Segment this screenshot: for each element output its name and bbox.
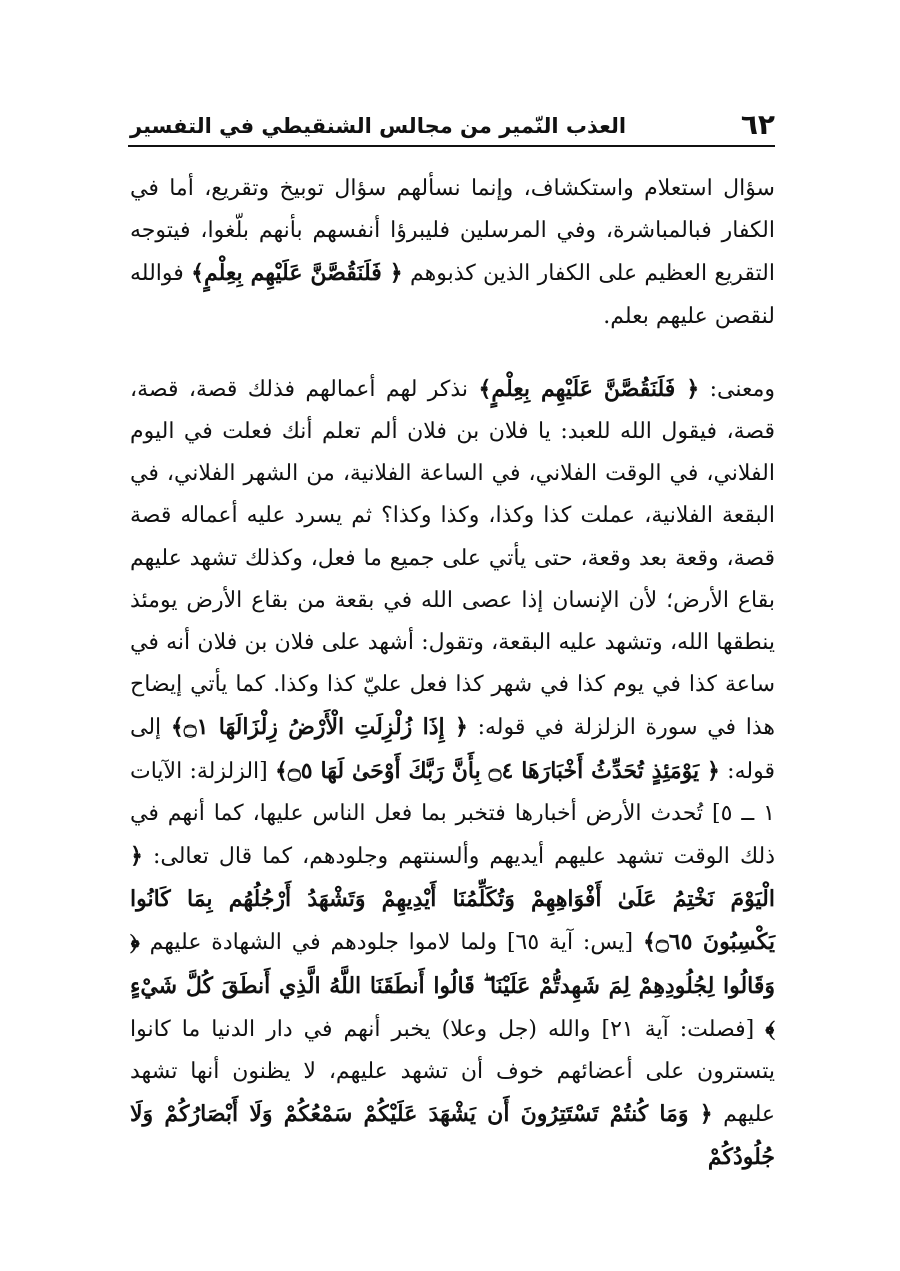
quran-verse: ﴿ وَقَالُوا لِجُلُودِهِمْ لِمَ شَهِدتُّمْ عَلَيْنَا ۖ قَالُوا أَنطَقَنَا اللَّهُ الَّذِي أَنطَقَ كُلَّ شَيْءٍ ﴾ [130, 929, 775, 1042]
quran-verse: ﴿ فَلَنَقُصَّنَّ عَلَيْهِم بِعِلْمٍ﴾ [191, 260, 403, 287]
quran-verse: ﴿ فَلَنَقُصَّنَّ عَلَيْهِم بِعِلْمٍ﴾ [478, 375, 700, 402]
text-run: سؤال استعلام واستكشاف، وإنما نسألهم سؤال توبيخ وتقريع، أما في الكفار فبالمباشرة، وفي المرسلين فليبرؤا أنفسهم بأنهم بلّغوا، فيتوجه التقريع العظيم على الكفار الذين كذبوهم [130, 176, 775, 287]
paragraph-1 [130, 168, 775, 338]
text-run: ومعنى: [699, 376, 775, 402]
text-run: نذكر لهم أعمالهم فذلك قصة، قصة، قصة، فيقول الله للعبد: يا فلان بن فلان ألم تعلم أنك فعلت في اليوم الفلاني، في الوقت الفلاني، في الساعة الفلانية، من الشهر الفلاني، في البقعة الفلانية، عملت كذا وكذا، وكذا وكذا؟ ثم يسرد عليه أعماله قصة قصة، وقعة بعد وقعة، حتى يأتي على جميع ما فعل، وكذلك تشهد عليهم بقاع الأرض؛ لأن الإنسان إذا عصى الله في بقعة من بقاع الأرض يومئذ ينطقها الله، وتشهد عليه البقعة، وتقول: أشهد على فلان بن فلان أنه في ساعة كذا في يوم كذا في شهر كذا فعل عليّ كذا وكذا. كما يأتي إيضاح هذا في سورة الزلزلة في قوله: [130, 376, 775, 741]
body-text [130, 168, 775, 1180]
quran-verse: ﴿ يَوْمَئِذٍ تُحَدِّثُ أَخْبَارَهَا ۝٤ بِأَنَّ رَبَّكَ أَوْحَىٰ لَهَا ۝٥﴾ [274, 757, 720, 784]
quran-verse: ﴿ إِذَا زُلْزِلَتِ الْأَرْضُ زِلْزَالَهَا ۝١﴾ [170, 714, 468, 741]
running-header [130, 100, 775, 140]
paragraph-2 [130, 368, 775, 1180]
text-run: فوالله لنقصن عليهم بعلم. [130, 261, 775, 329]
text-run: [فصلت: آية ٢١] والله (جل وعلا) يخبر أنهم في دار الدنيا ما كانوا يتسترون على أعضائهم خوف أن تشهد عليهم، لا يظنون أنها تشهد عليهم [130, 1016, 775, 1128]
page-number: ٦٢ [740, 108, 775, 141]
text-run: [يس: آية ٦٥] ولما لاموا جلودهم في الشهادة عليهم [139, 930, 643, 956]
quran-verse: ﴿ الْيَوْمَ نَخْتِمُ عَلَىٰ أَفْوَاهِهِمْ وَتُكَلِّمُنَا أَيْدِيهِمْ وَتَشْهَدُ أَرْجُلُهُم بِمَا كَانُوا يَكْسِبُونَ ۝٦٥﴾ [130, 843, 775, 956]
header-divider [128, 145, 775, 147]
text-run: [الزلزلة: الآيات ١ ــ ٥] تُحدث الأرض أخبارها فتخبر بما فعل الناس عليها، كما أنهم في ذلك الوقت تشهد عليهم أيديهم وألسنتهم وجلودهم، كما قال تعالى: [130, 758, 775, 870]
book-title: العذب النّمير من مجالس الشنقيطي في التفسير [130, 114, 627, 138]
quran-verse: ﴿ وَمَا كُنتُمْ تَسْتَتِرُونَ أَن يَشْهَدَ عَلَيْكُمْ سَمْعُكُمْ وَلَا أَبْصَارُكُمْ وَلَا جُلُودُكُمْ [130, 1101, 775, 1171]
text-run: إلى قوله: [130, 715, 775, 784]
